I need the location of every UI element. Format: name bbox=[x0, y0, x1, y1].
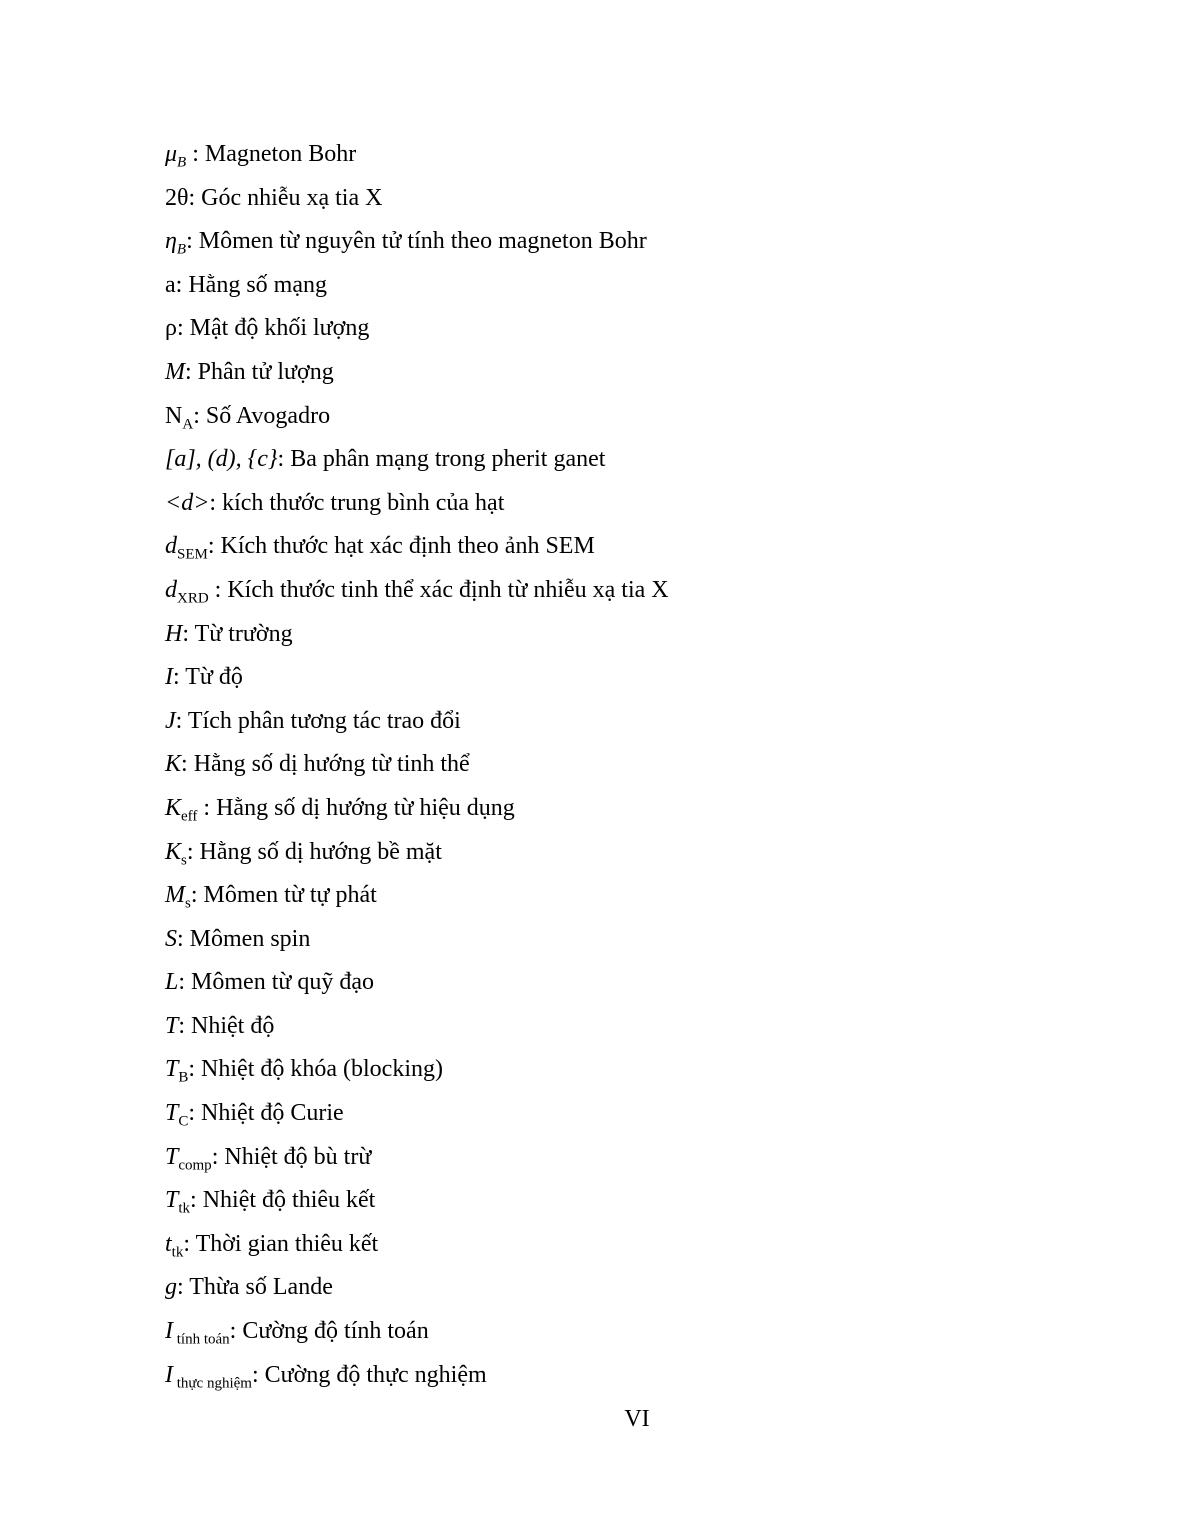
symbol-separator: : bbox=[188, 1100, 202, 1127]
symbol-entry bbox=[165, 700, 669, 744]
symbol-separator: : bbox=[185, 358, 198, 385]
symbol-subscript: C bbox=[178, 1113, 189, 1130]
symbol-description: Mômen từ tự phát bbox=[203, 882, 377, 909]
symbol-separator: : bbox=[183, 1230, 196, 1257]
symbol-entry bbox=[165, 613, 669, 657]
symbol-description: Mật độ khối lượng bbox=[189, 315, 370, 342]
symbol-description: Từ trường bbox=[194, 620, 293, 647]
symbol-term: <d> bbox=[165, 489, 210, 516]
symbol-subscript: SEM bbox=[177, 546, 208, 563]
symbol-description: Cường độ tính toán bbox=[242, 1318, 429, 1345]
symbol-description: kích thước trung bình của hạt bbox=[222, 489, 505, 516]
symbol-entry bbox=[165, 1179, 669, 1223]
symbol-entry bbox=[165, 656, 669, 700]
symbol-term: K bbox=[165, 794, 182, 821]
symbol-entry bbox=[165, 307, 669, 351]
symbol-separator: : bbox=[209, 489, 223, 516]
symbol-subscript: s bbox=[181, 851, 187, 868]
symbol-separator: : bbox=[208, 576, 228, 603]
symbol-description: Thời gian thiêu kết bbox=[195, 1230, 379, 1257]
symbol-term: I bbox=[165, 1318, 173, 1345]
symbol-term: I bbox=[165, 1361, 173, 1388]
symbol-entry bbox=[165, 787, 669, 831]
symbol-description: Kích thước hạt xác định theo ảnh SEM bbox=[220, 533, 595, 560]
symbol-term: 2θ bbox=[165, 184, 189, 211]
symbol-description: Thừa số Lande bbox=[189, 1274, 333, 1301]
symbol-separator: : bbox=[177, 925, 190, 952]
symbol-subscript: A bbox=[182, 415, 194, 432]
symbol-description: Góc nhiễu xạ tia X bbox=[201, 184, 383, 211]
symbol-separator: : bbox=[190, 882, 204, 909]
symbol-term: T bbox=[165, 1143, 179, 1170]
symbol-list bbox=[165, 133, 669, 1397]
symbol-description: Số Avogadro bbox=[205, 402, 331, 429]
symbol-subscript: tk bbox=[178, 1200, 191, 1217]
symbol-separator: : bbox=[197, 794, 217, 821]
symbol-description: Mômen từ quỹ đạo bbox=[191, 969, 375, 996]
symbol-description: Nhiệt độ Curie bbox=[201, 1100, 344, 1127]
symbol-description: Hằng số dị hướng từ hiệu dụng bbox=[216, 794, 515, 821]
symbol-term: t bbox=[165, 1230, 172, 1257]
symbol-subscript: B bbox=[176, 241, 187, 258]
symbol-entry bbox=[165, 918, 669, 962]
symbol-entry bbox=[165, 525, 669, 569]
symbol-entry bbox=[165, 1092, 669, 1136]
symbol-entry bbox=[165, 874, 669, 918]
symbol-separator: : bbox=[188, 1056, 202, 1083]
symbol-separator: : bbox=[186, 838, 200, 865]
symbol-entry bbox=[165, 569, 669, 613]
symbol-description: Từ độ bbox=[185, 664, 243, 691]
symbol-separator: : bbox=[188, 184, 202, 211]
symbol-entry bbox=[165, 438, 669, 482]
symbol-description: Nhiệt độ thiêu kết bbox=[202, 1187, 376, 1214]
symbol-subscript: B bbox=[177, 154, 187, 171]
symbol-separator: : bbox=[251, 1361, 265, 1388]
symbol-subscript: comp bbox=[178, 1156, 212, 1173]
symbol-description: Hằng số dị hướng bề mặt bbox=[199, 838, 442, 865]
symbol-entry bbox=[165, 1223, 669, 1267]
symbol-entry bbox=[165, 395, 669, 439]
symbol-entry bbox=[165, 1048, 669, 1092]
symbol-separator: : bbox=[175, 271, 189, 298]
symbol-separator: : bbox=[173, 664, 186, 691]
symbol-term: T bbox=[165, 1187, 179, 1214]
symbol-term: T bbox=[165, 1056, 179, 1083]
symbol-term: L bbox=[165, 969, 179, 996]
symbol-term: S bbox=[165, 925, 177, 952]
symbol-entry bbox=[165, 1354, 669, 1398]
symbol-subscript: thực nghiệm bbox=[173, 1374, 252, 1391]
symbol-entry bbox=[165, 1266, 669, 1310]
symbol-subscript: tính toán bbox=[173, 1331, 230, 1348]
symbol-term: J bbox=[165, 707, 176, 734]
symbol-term: K bbox=[165, 838, 182, 865]
symbol-term: M bbox=[165, 358, 185, 385]
symbol-separator: : bbox=[178, 969, 192, 996]
symbol-separator: : bbox=[186, 141, 205, 167]
symbol-term: μ bbox=[165, 141, 178, 167]
symbol-separator: : bbox=[186, 228, 199, 255]
symbol-term: η bbox=[165, 228, 177, 255]
symbol-description: Mômen từ nguyên tử tính theo magneton Bohr bbox=[198, 228, 647, 255]
symbol-subscript: tk bbox=[171, 1244, 184, 1261]
symbol-separator: : bbox=[190, 1187, 203, 1214]
symbol-term: g bbox=[165, 1274, 177, 1301]
symbol-entry bbox=[165, 1136, 669, 1180]
symbol-term: I bbox=[165, 664, 173, 691]
symbol-term: M bbox=[165, 882, 185, 909]
symbol-separator: : bbox=[207, 533, 221, 560]
symbol-description: Cường độ thực nghiệm bbox=[264, 1361, 487, 1388]
symbol-term: d bbox=[165, 576, 177, 603]
symbol-entry bbox=[165, 961, 669, 1005]
symbol-term: a bbox=[165, 271, 176, 298]
symbol-separator: : bbox=[175, 707, 188, 734]
symbol-description: Hằng số dị hướng từ tinh thể bbox=[193, 751, 470, 778]
symbol-entry bbox=[165, 831, 669, 875]
symbol-separator: : bbox=[176, 315, 190, 342]
symbol-entry bbox=[165, 220, 669, 264]
symbol-term: H bbox=[165, 620, 183, 647]
symbol-description: Mômen spin bbox=[189, 925, 311, 952]
symbol-entry bbox=[165, 177, 669, 221]
symbol-entry bbox=[165, 264, 669, 308]
symbol-separator: : bbox=[229, 1318, 243, 1345]
symbol-term: K bbox=[165, 751, 182, 778]
symbol-description: Ba phân mạng trong pherit ganet bbox=[290, 446, 606, 473]
symbol-subscript: B bbox=[178, 1069, 189, 1086]
symbol-term: ρ bbox=[165, 315, 177, 342]
symbol-term: d bbox=[165, 533, 177, 560]
symbol-entry bbox=[165, 743, 669, 787]
symbol-description: Hằng số mạng bbox=[188, 271, 327, 298]
symbol-description: Nhiệt độ bù trừ bbox=[224, 1143, 372, 1170]
symbol-subscript: XRD bbox=[177, 590, 209, 607]
symbol-term: T bbox=[165, 1100, 179, 1127]
symbol-term: T bbox=[165, 1012, 179, 1039]
symbol-term: N bbox=[165, 402, 183, 429]
symbol-entry bbox=[165, 351, 669, 395]
symbol-description: Nhiệt độ khóa (blocking) bbox=[201, 1056, 443, 1083]
symbol-separator: : bbox=[182, 620, 195, 647]
symbol-separator: : bbox=[193, 402, 206, 429]
symbol-description: Tích phân tương tác trao đổi bbox=[187, 707, 461, 734]
symbol-separator: : bbox=[211, 1143, 225, 1170]
symbol-entry bbox=[165, 1310, 669, 1354]
symbol-description: Phân tử lượng bbox=[197, 358, 334, 385]
symbol-separator: : bbox=[178, 1012, 192, 1039]
symbol-description: Kích thước tinh thể xác định từ nhiễu xạ tia X bbox=[227, 576, 669, 603]
symbol-separator: : bbox=[277, 446, 291, 473]
symbol-separator: : bbox=[181, 751, 194, 778]
page-number: VI bbox=[624, 1406, 650, 1432]
symbol-subscript: s bbox=[185, 895, 191, 912]
symbol-entry bbox=[165, 133, 669, 177]
symbol-separator: : bbox=[177, 1274, 190, 1301]
symbol-entry bbox=[165, 482, 669, 526]
symbol-subscript: eff bbox=[181, 808, 198, 825]
symbol-entry bbox=[165, 1005, 669, 1049]
symbol-description: Magneton Bohr bbox=[204, 141, 357, 167]
symbol-description: Nhiệt độ bbox=[191, 1012, 275, 1039]
symbol-term: [a], (d), {c} bbox=[165, 446, 278, 473]
